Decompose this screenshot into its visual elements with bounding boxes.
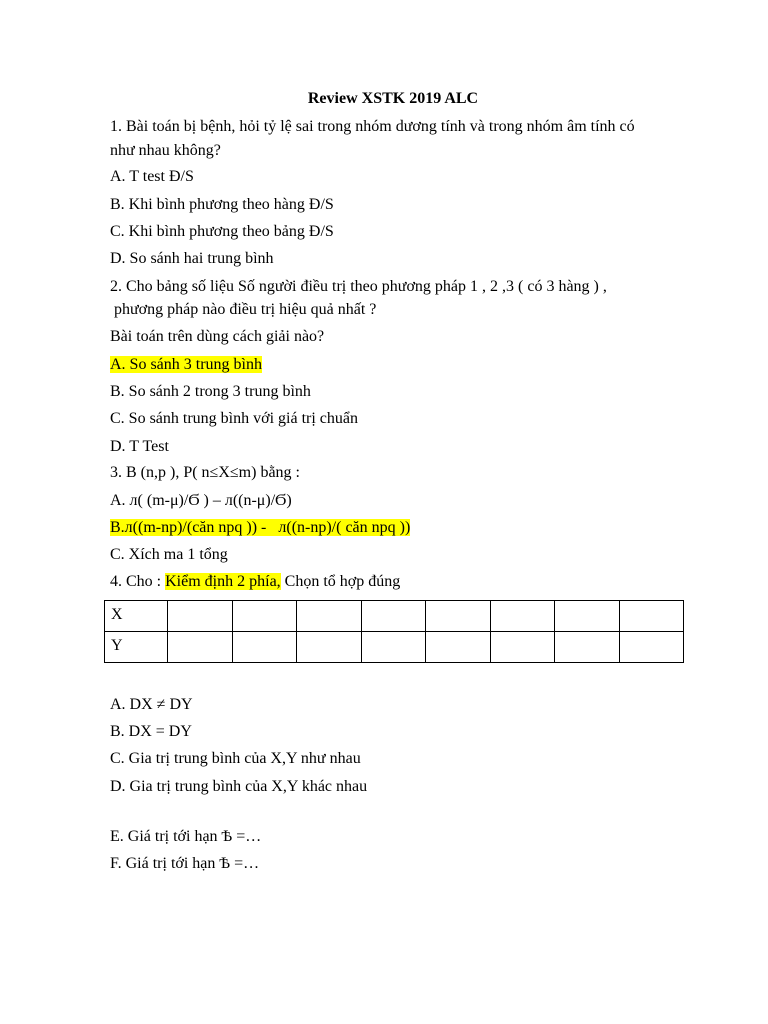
table-cell — [168, 601, 233, 632]
table-cell — [619, 601, 684, 632]
table-row-label: Y — [105, 632, 168, 663]
table-cell — [168, 632, 233, 663]
q3-option-b — [110, 518, 410, 538]
q1-option-b: B. Khi bình phương theo hàng Đ/S — [110, 196, 334, 213]
q4-highlight: Kiểm định 2 phía, — [165, 573, 281, 590]
table-cell — [490, 601, 555, 632]
table-cell — [555, 632, 620, 663]
q4-option-a: A. DX ≠ DY — [110, 696, 193, 713]
table-cell — [490, 632, 555, 663]
table-cell — [361, 601, 426, 632]
q3-option-c: C. Xích ma 1 tổng — [110, 546, 228, 563]
q1-option-a: A. T test Đ/S — [110, 168, 194, 185]
q1-text-line-2: như nhau không? — [110, 142, 221, 159]
q2-option-a-highlight: A. So sánh 3 trung bình — [110, 356, 262, 373]
table-cell — [426, 632, 491, 663]
q2-option-d: D. T Test — [110, 438, 169, 455]
q4-option-f: F. Giá trị tới hạn Ѣ =… — [110, 855, 260, 872]
table-cell — [232, 632, 297, 663]
xy-table — [104, 600, 684, 663]
q1-option-d: D. So sánh hai trung bình — [110, 250, 274, 267]
table-cell — [297, 632, 362, 663]
q4-option-d: D. Gia trị trung bình của X,Y khác nhau — [110, 778, 368, 795]
document-title: Review XSTK 2019 ALC — [307, 90, 479, 107]
table-row-label: X — [105, 601, 168, 632]
q3-text-line-1: 3. B (n,p ), P( n≤X≤m) bằng : — [110, 464, 300, 481]
q2-option-a — [110, 355, 262, 375]
q4-text-line-1 — [110, 572, 400, 592]
q2-option-b: B. So sánh 2 trong 3 trung bình — [110, 383, 311, 400]
q2-text-line-2: phương pháp nào điều trị hiệu quả nhất ? — [110, 301, 377, 318]
q1-text-line-1: 1. Bài toán bị bệnh, hỏi tỷ lệ sai trong nhóm dương tính và trong nhóm âm tính có — [110, 118, 635, 135]
q4-suffix: Chọn tổ hợp đúng — [280, 573, 401, 590]
table-cell — [232, 601, 297, 632]
q2-text-line-1: 2. Cho bảng số liệu Số người điều trị theo phương pháp 1 , 2 ,3 ( có 3 hàng ) , — [110, 278, 607, 295]
q3-option-a: A. л( (m-μ)/Ϭ ) – л((n-μ)/Ϭ) — [110, 492, 292, 509]
table-cell — [555, 601, 620, 632]
table-cell — [619, 632, 684, 663]
table-row — [105, 632, 684, 663]
q2-option-c: C. So sánh trung bình với giá trị chuẩn — [110, 410, 358, 427]
table-cell — [426, 601, 491, 632]
q1-option-c: C. Khi bình phương theo bảng Đ/S — [110, 223, 334, 240]
table-row — [105, 601, 684, 632]
q4-prefix: 4. Cho : — [110, 573, 166, 590]
q4-option-b: B. DX = DY — [110, 723, 192, 740]
q4-option-e: E. Giá trị tới hạn Ѣ =… — [110, 828, 262, 845]
q3-option-b-highlight: B.л((m-np)/(căn npq )) - л((n-np)/( căn npq )) — [110, 519, 411, 536]
q4-option-c: C. Gia trị trung bình của X,Y như nhau — [110, 750, 361, 767]
q2-text-line-3: Bài toán trên dùng cách giải nào? — [110, 328, 325, 345]
table-cell — [361, 632, 426, 663]
table-cell — [297, 601, 362, 632]
